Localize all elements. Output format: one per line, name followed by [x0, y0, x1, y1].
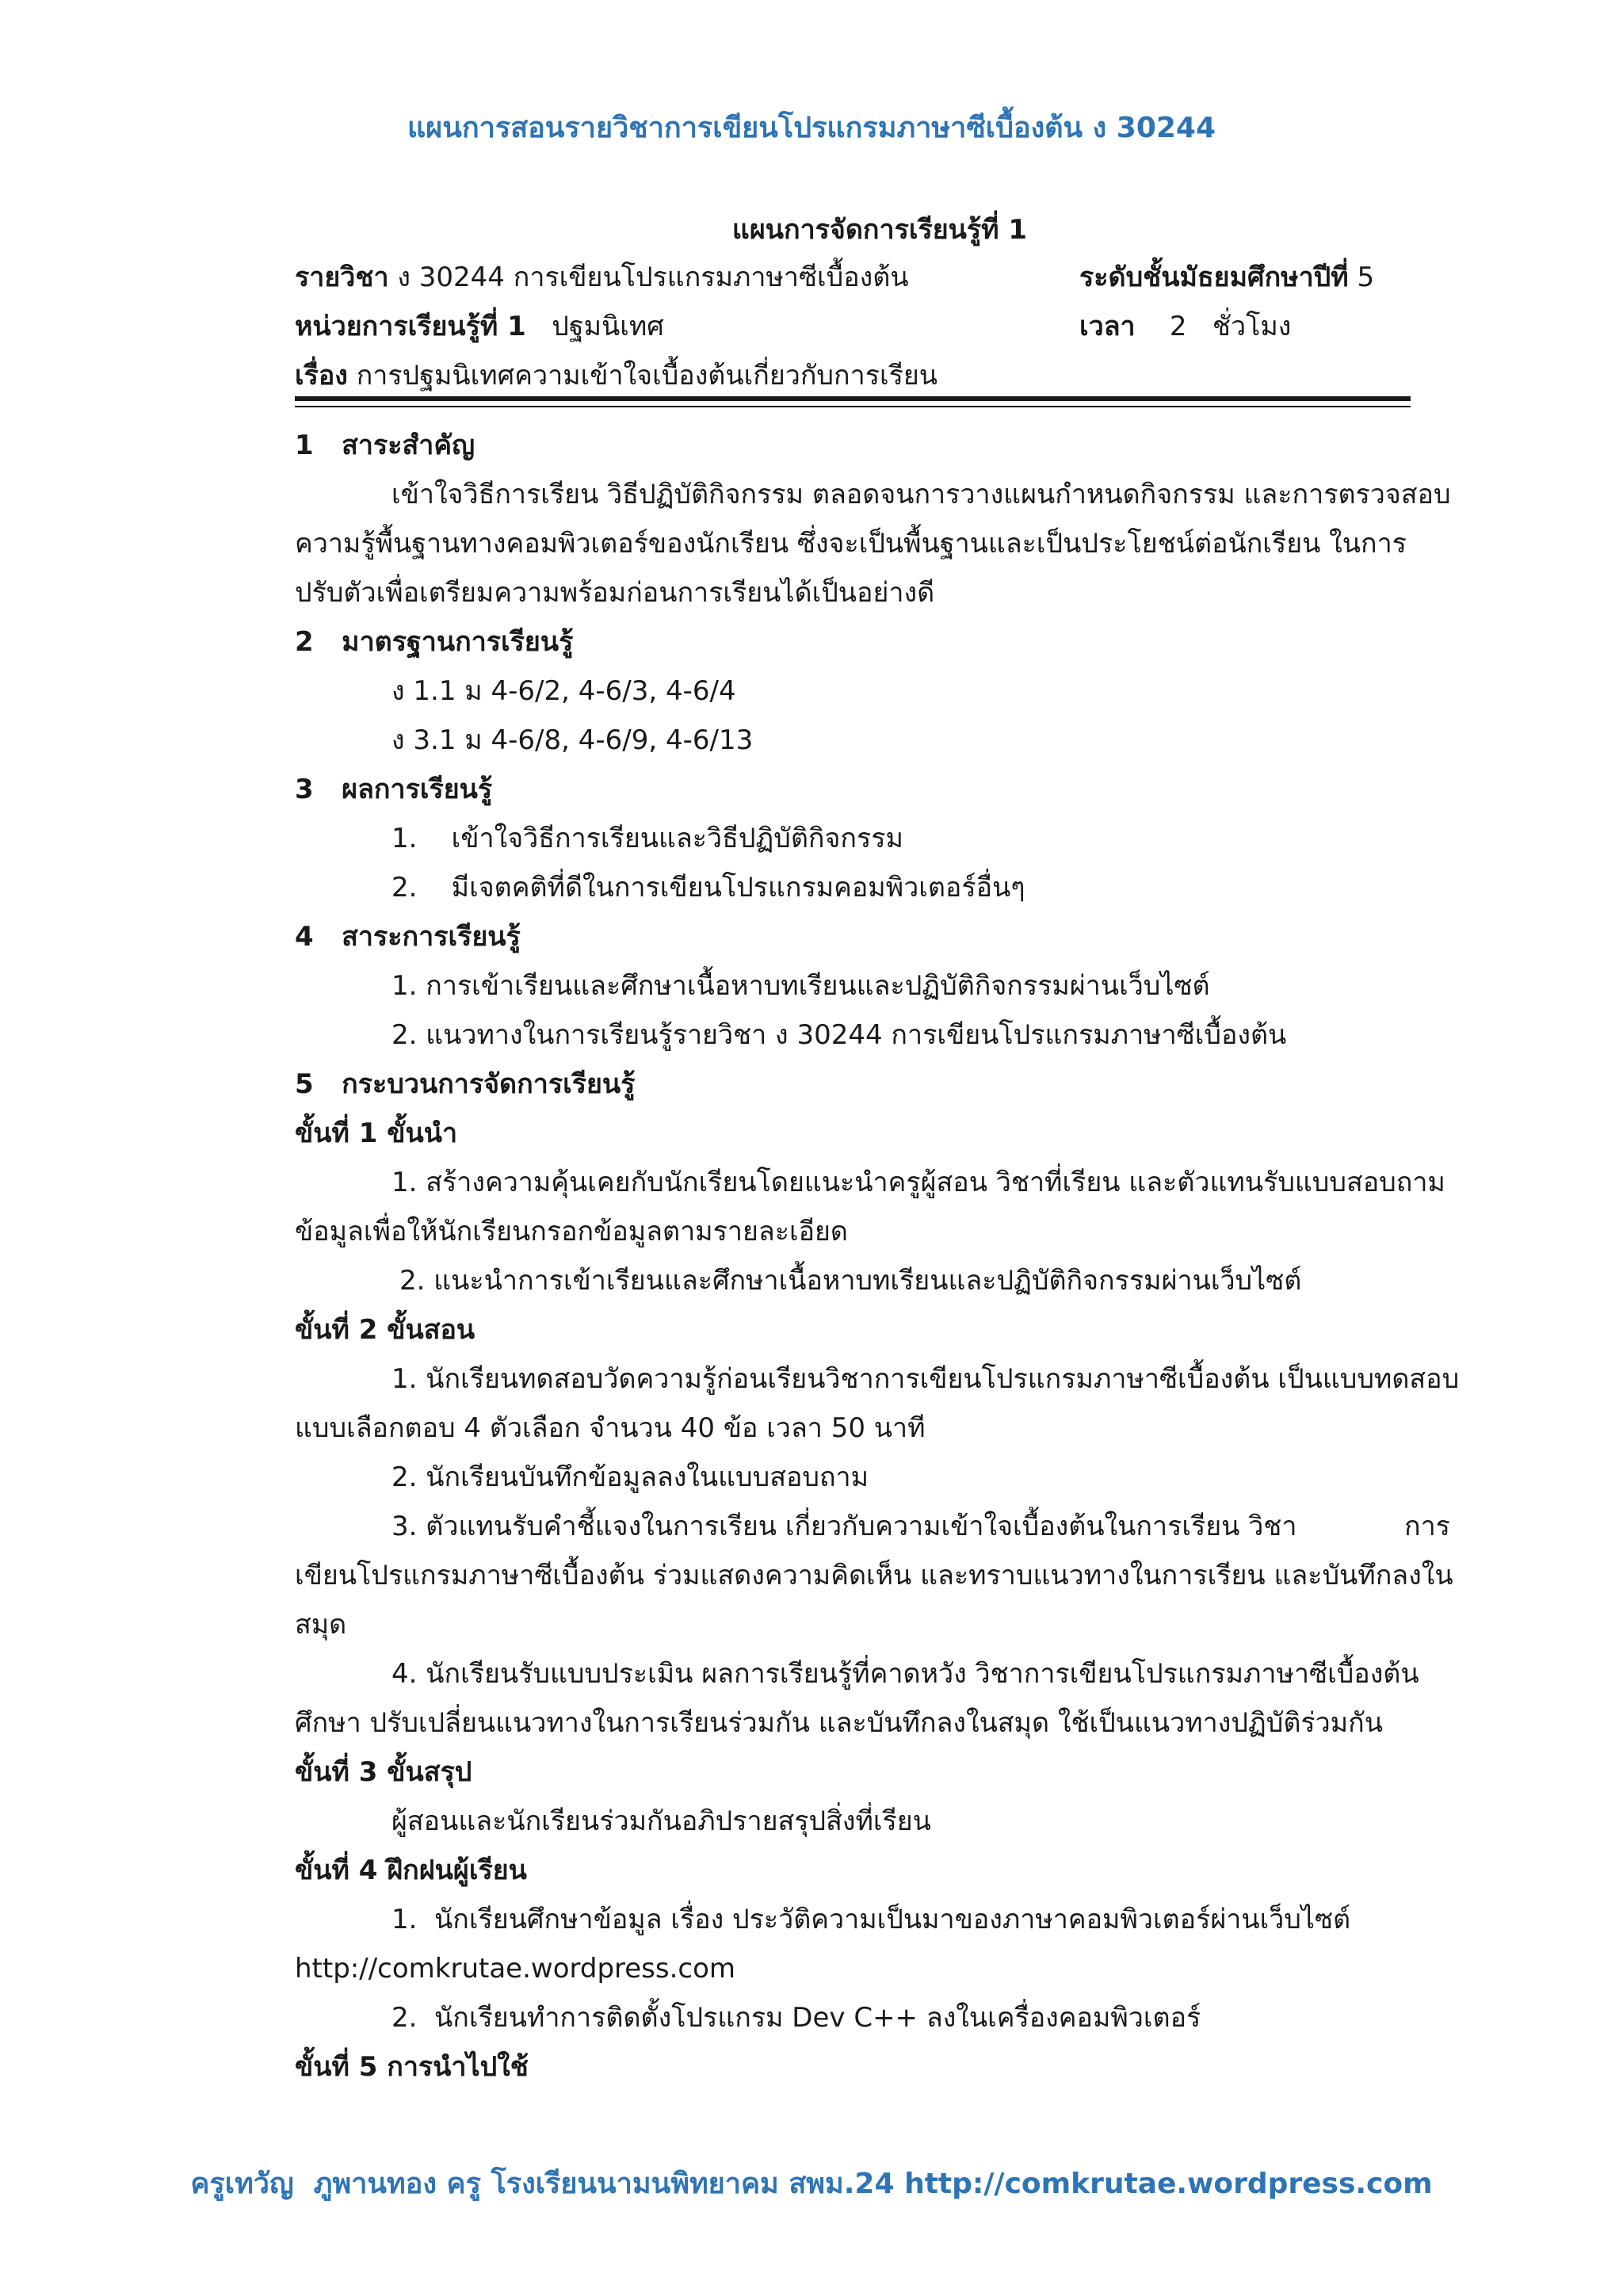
standard-item: ง 3.1 ม 4-6/8, 4-6/9, 4-6/13 [391, 724, 754, 756]
essence-paragraph-line: เข้าใจวิธีการเรียน วิธีปฏิบัติกิจกรรม ตลอดจนการวางแผนกำหนดกิจกรรม และการตรวจสอบ [391, 479, 1451, 510]
topic-label: เรื่อง [295, 360, 348, 392]
step-item-line: สมุด [295, 1609, 347, 1641]
topic-value: การปฐมนิเทศความเข้าใจเบื้องต้นเกี่ยวกับการเรียน [347, 360, 938, 392]
step-item-line: 1. นักเรียนศึกษาข้อมูล เรื่อง ประวัติความเป็นมาของภาษาคอมพิวเตอร์ผ่านเว็บไซต์ [391, 1904, 1351, 1935]
section-title-standards: 2 มาตรฐานการเรียนรู้ [295, 626, 574, 658]
unit-label: หน่วยการเรียนรู้ที่ 1 [295, 311, 526, 342]
section-title-outcomes: 3 ผลการเรียนรู้ [295, 774, 493, 805]
subject-label: รายวิชา [295, 262, 389, 293]
unit-row [295, 304, 664, 347]
step-item-line: 2. นักเรียนทำการติดตั้งโปรแกรม Dev C++ ลงในเครื่องคอมพิวเตอร์ [391, 2002, 1201, 2034]
page-footer: ครูเทวัญ ภูพานทอง ครู โรงเรียนนามนพิทยาคม สพม.24 http://comkrutae.wordpress.com [190, 2168, 1433, 2200]
essence-paragraph-line: ความรู้พื้นฐานทางคอมพิวเตอร์ของนักเรียน ซึ่งจะเป็นพื้นฐานและเป็นประโยชน์ต่อนักเรียน ในการ [295, 528, 1407, 560]
level-value: 5 [1348, 262, 1375, 293]
outcome-item: 1. เข้าใจวิธีการเรียนและวิธีปฏิบัติกิจกรรม [391, 823, 903, 854]
header-divider-thin [295, 406, 1411, 407]
step-title: ขั้นที่ 1 ขั้นนำ [295, 1117, 458, 1149]
plan-title: แผนการจัดการเรียนรู้ที่ 1 [731, 214, 1028, 246]
step-title: ขั้นที่ 2 ขั้นสอน [295, 1314, 475, 1346]
topic-row [295, 353, 938, 396]
level-row [1079, 255, 1374, 298]
outcome-item: 2. มีเจตคติที่ดีในการเขียนโปรแกรมคอมพิวเตอร์อื่นๆ [391, 872, 1025, 904]
time-row [1079, 304, 1291, 347]
header-divider-thick [295, 396, 1411, 401]
essence-paragraph-line: ปรับตัวเพื่อเตรียมความพร้อมก่อนการเรียนได้เป็นอย่างดี [295, 577, 935, 609]
unit-value: ปฐมนิเทศ [525, 311, 664, 342]
content-item: 2. แนวทางในการเรียนรู้รายวิชา ง 30244 การเขียนโปรแกรมภาษาซีเบื้องต้น [391, 1019, 1287, 1051]
step-item-line: แบบเลือกตอบ 4 ตัวเลือก จำนวน 40 ข้อ เวลา 50 นาที [295, 1412, 926, 1444]
step-title: ขั้นที่ 3 ขั้นสรุป [295, 1756, 472, 1788]
subject-value: ง 30244 การเขียนโปรแกรมภาษาซีเบื้องต้น [388, 262, 909, 293]
step-item-line: 3. ตัวแทนรับคำชี้แจงในการเรียน เกี่ยวกับความเข้าใจเบื้องต้นในการเรียน วิชา [391, 1511, 1297, 1542]
step-item-line: ข้อมูลเพื่อให้นักเรียนกรอกข้อมูลตามรายละเอียด [295, 1216, 849, 1247]
step-item-line: 4. นักเรียนรับแบบประเมิน ผลการเรียนรู้ที่คาดหวัง วิชาการเขียนโปรแกรมภาษาซีเบื้องต้น [391, 1658, 1419, 1690]
page-header-title: แผนการสอนรายวิชาการเขียนโปรแกรมภาษาซีเบื้องต้น ง 30244 [407, 112, 1216, 144]
step-item-line: เขียนโปรแกรมภาษาซีเบื้องต้น ร่วมแสดงความคิดเห็น และทราบแนวทางในการเรียน และบันทึกลงใน [295, 1560, 1453, 1591]
step-item-line: 1. นักเรียนทดสอบวัดความรู้ก่อนเรียนวิชาการเขียนโปรแกรมภาษาซีเบื้องต้น เป็นแบบทดสอบ [391, 1363, 1460, 1395]
time-label: เวลา [1079, 311, 1136, 342]
website-link-text: http://comkrutae.wordpress.com [295, 1953, 736, 1985]
level-label: ระดับชั้นมัธยมศึกษาปีที่ [1079, 262, 1349, 293]
step-title: ขั้นที่ 5 การนำไปใช้ [295, 2051, 529, 2083]
time-value: 2 ชั่วโมง [1135, 311, 1292, 342]
section-title-essence: 1 สาระสำคัญ [295, 430, 475, 461]
step-title: ขั้นที่ 4 ฝึกฝนผู้เรียน [295, 1855, 527, 1886]
content-item: 1. การเข้าเรียนและศึกษาเนื้อหาบทเรียนและปฏิบัติกิจกรรมผ่านเว็บไซต์ [391, 970, 1210, 1002]
step-item-line: ผู้สอนและนักเรียนร่วมกันอภิปรายสรุปสิ่งที่เรียน [391, 1805, 931, 1837]
step-item-line-end: การ [1404, 1511, 1450, 1542]
section-title-content: 4 สาระการเรียนรู้ [295, 921, 521, 953]
section-title-process: 5 กระบวนการจัดการเรียนรู้ [295, 1068, 636, 1100]
step-item-line: 2. นักเรียนบันทึกข้อมูลลงในแบบสอบถาม [391, 1461, 869, 1493]
standard-item: ง 1.1 ม 4-6/2, 4-6/3, 4-6/4 [391, 675, 736, 707]
subject-row [295, 255, 909, 298]
step-item-line: 2. แนะนำการเข้าเรียนและศึกษาเนื้อหาบทเรียนและปฏิบัติกิจกรรมผ่านเว็บไซต์ [399, 1265, 1302, 1297]
step-item-line: ศึกษา ปรับเปลี่ยนแนวทางในการเรียนร่วมกัน และบันทึกลงในสมุด ใช้เป็นแนวทางปฏิบัติร่วมกัน [295, 1707, 1383, 1739]
step-item-line: 1. สร้างความคุ้นเคยกับนักเรียนโดยแนะนำครูผู้สอน วิชาที่เรียน และตัวแทนรับแบบสอบถาม [391, 1167, 1445, 1198]
